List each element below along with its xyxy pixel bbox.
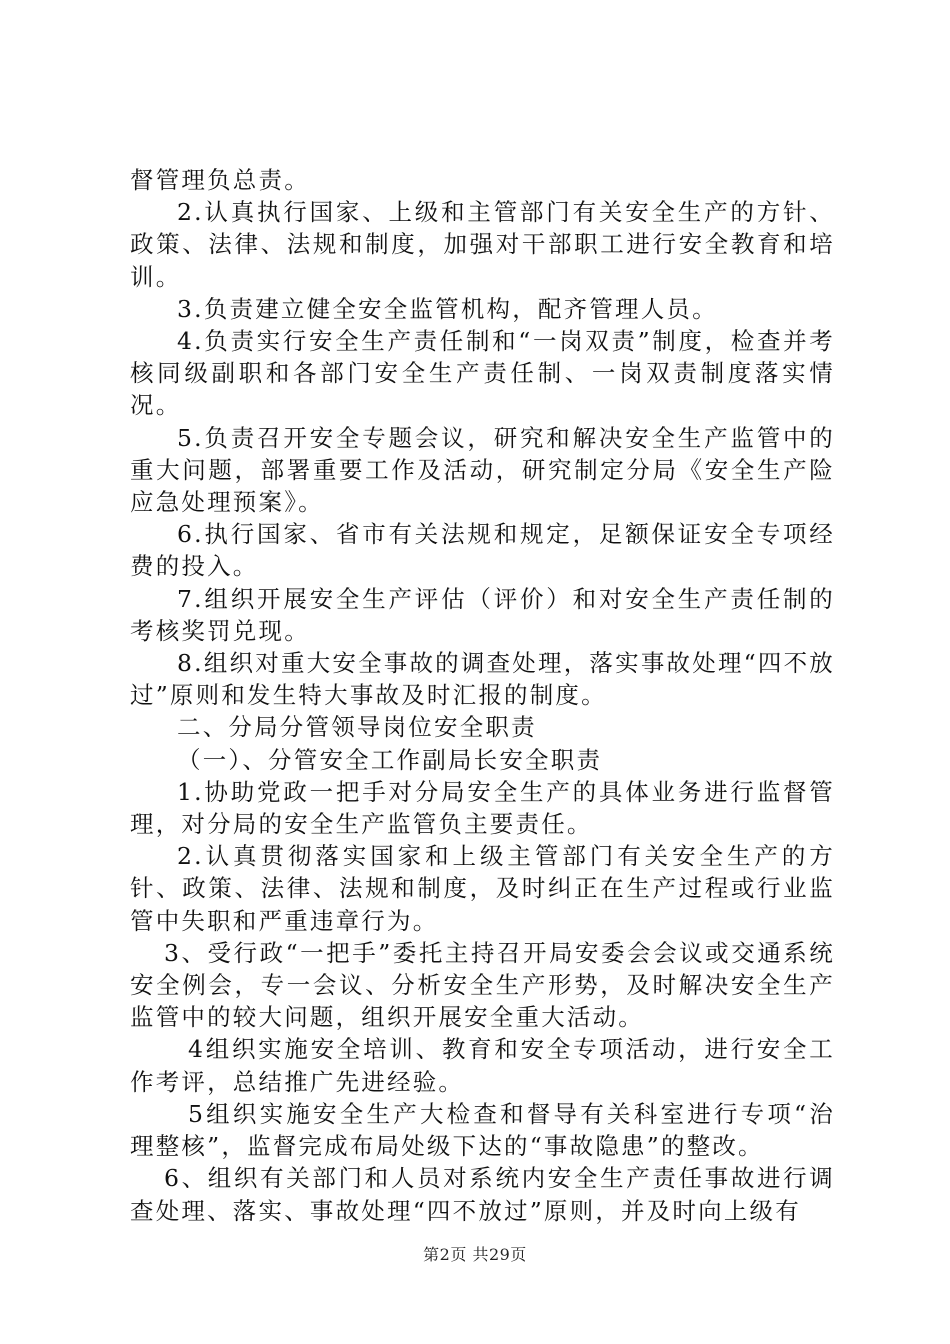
- duty-item-4: 4组织实施安全培训、教育和安全专项活动，进行安全工作考评，总结推广先进经验。: [130, 1035, 835, 1096]
- duty-item-2: 2.认真贯彻落实国家和上级主管部门有关安全生产的方针、政策、法律、法规和制度，及时纠正在生产过程或行业监管中失职和严重违章行为。: [130, 842, 835, 935]
- section-heading: 二、分局分管领导岗位安全职责: [177, 713, 537, 742]
- duty-item-6: 6、组织有关部门和人员对系统内安全生产责任事故进行调查处理、落实、事故处理“四不放过”原则，并及时向上级有: [130, 1164, 835, 1225]
- duty-item-3: 3、受行政“一把手”委托主持召开局安委会会议或交通系统安全例会，专一会议、分析安全生产形势，及时解决安全生产监管中的较大问题，组织开展安全重大活动。: [130, 938, 835, 1032]
- duty-item-1: 1.协助党政一把手对分局安全生产的具体业务进行监督管理，对分局的安全生产监管负主要责任。: [130, 777, 835, 839]
- paragraph-item-5: 5.负责召开安全专题会议，研究和解决安全生产监管中的重大问题，部署重要工作及活动，研究制定分局《安全生产险应急处理预案》。: [130, 423, 835, 517]
- duty-item-5: 5组织实施安全生产大检查和督导有关科室进行专项“治理整核”，监督完成布局处级下达的“事故隐患”的整改。: [130, 1099, 835, 1161]
- paragraph-item-4: 4.负责实行安全生产责任制和“一岗双责”制度，检查并考核同级副职和各部门安全生产责任制、一岗双责制度落实情况。: [130, 327, 835, 420]
- paragraph-item-3: 3.负责建立健全安全监管机构，配齐管理人员。: [177, 294, 718, 323]
- paragraph-item-6: 6.执行国家、省市有关法规和规定，足额保证安全专项经费的投入。: [130, 520, 835, 581]
- paragraph-continuation: 督管理负总责。: [130, 166, 310, 194]
- document-body: [130, 164, 835, 1227]
- paragraph-item-2: 2.认真执行国家、上级和主管部门有关安全生产的方针、政策、法律、法规和制度，加强对干部职工进行安全教育和培训。: [130, 198, 835, 291]
- page-number-footer: 第2页 共29页: [423, 1245, 527, 1264]
- paragraph-item-8: 8.组织对重大安全事故的调查处理，落实事故处理“四不放过”原则和发生特大事故及时汇报的制度。: [130, 649, 835, 710]
- subsection-heading: （一）、分管安全工作副局长安全职责: [177, 745, 603, 774]
- paragraph-item-7: 7.组织开展安全生产评估（评价）和对安全生产责任制的考核奖罚兑现。: [130, 584, 835, 645]
